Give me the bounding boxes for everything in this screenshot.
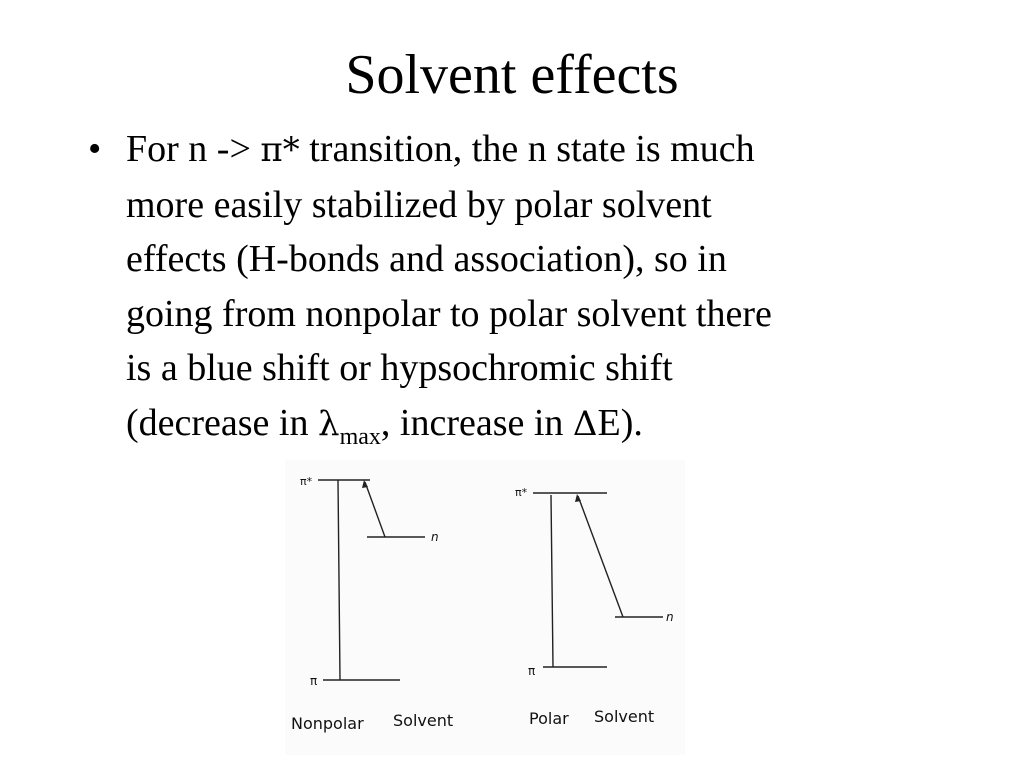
nonpolar-caption-word-1: Nonpolar <box>291 714 364 733</box>
bullet-text <box>126 122 926 455</box>
nonpolar-pi-star-label: π* <box>300 475 313 488</box>
pi-star-symbol: π* <box>260 130 300 170</box>
bullet-l1-b: transition, the n state is much <box>299 128 755 170</box>
slide-title: Solvent effects <box>345 44 679 106</box>
bullet-line-2: more easily stabilized by polar solvent <box>126 183 712 226</box>
nonpolar-transition-line <box>338 480 340 680</box>
polar-pi-star-label: π* <box>515 486 528 499</box>
nonpolar-n-label: n <box>431 530 439 544</box>
lambda-symbol: λ <box>318 403 340 444</box>
polar-caption-word-2: Solvent <box>594 707 655 726</box>
nonpolar-caption-word-2: Solvent <box>393 711 454 730</box>
bullet-l1-a: For n -> <box>126 128 261 170</box>
bullet-line-3: effects (H-bonds and association), so in <box>126 238 727 280</box>
bullet-marker: • <box>88 128 102 170</box>
bullet-line-5: is a blue shift or hypsochromic shift <box>126 347 673 389</box>
bullet-line-4: going from nonpolar to polar solvent there <box>126 292 772 335</box>
lambda-subscript: max <box>339 423 381 450</box>
polar-arrowhead <box>575 494 581 502</box>
polar-n-stabilization-line <box>578 496 623 617</box>
polar-n-label: n <box>666 610 674 624</box>
bullet-l6-a: (decrease in <box>126 401 318 444</box>
polar-pi-label: π <box>528 664 536 678</box>
nonpolar-pi-label: π <box>310 674 318 688</box>
bullet-l6-c: E). <box>597 401 643 444</box>
bullet-l6-b: , increase in <box>380 401 573 444</box>
bullet-line-6 <box>126 396 926 456</box>
bullet-line-1 <box>126 122 926 178</box>
nonpolar-arrowhead <box>362 480 368 488</box>
polar-caption-word-1: Polar <box>529 709 569 728</box>
delta-symbol: Δ <box>572 403 598 444</box>
nonpolar-n-stabilization-line <box>365 482 385 537</box>
polar-transition-line <box>551 495 553 667</box>
